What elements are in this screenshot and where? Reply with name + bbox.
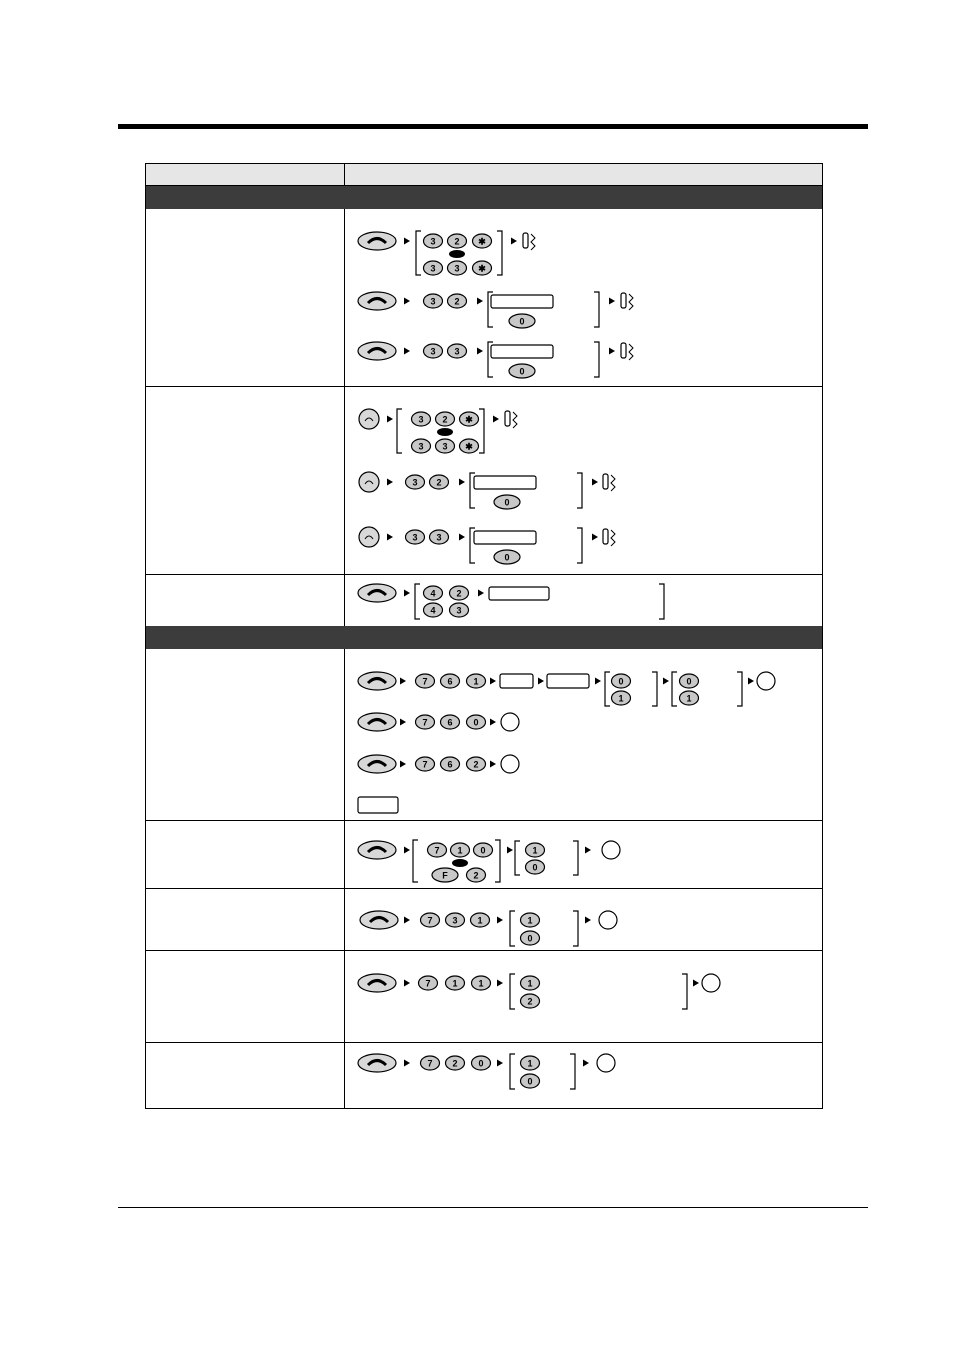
bracket-left [397, 409, 402, 453]
dial-key-label: ✱ [478, 263, 486, 274]
dial-key [467, 674, 486, 688]
bracket-left [510, 911, 515, 946]
dial-key-label: 3 [452, 915, 458, 926]
arrow-icon [404, 238, 410, 245]
arrow-icon [477, 348, 483, 355]
dial-key-label: 2 [452, 1058, 458, 1069]
arrow-icon [585, 917, 591, 924]
entry-box [358, 797, 398, 813]
dial-key [474, 843, 493, 857]
arrow-icon [595, 678, 601, 685]
arrow-icon [400, 761, 406, 768]
on-hook-icon [359, 409, 379, 429]
on-hook-icon [359, 472, 379, 492]
dial-key-label: 1 [532, 845, 538, 856]
bracket-right [497, 231, 502, 275]
arrow-icon [490, 719, 496, 726]
arrow-icon [609, 298, 615, 305]
entry-box [474, 476, 536, 489]
dial-key [509, 364, 535, 378]
arrow-icon [477, 298, 483, 305]
off-hook-icon [358, 292, 396, 310]
dial-key [421, 913, 440, 927]
on-hook-shape [359, 472, 379, 492]
dial-key-label: 2 [436, 477, 442, 488]
dial-key [526, 860, 545, 874]
dial-key [424, 586, 443, 600]
arrow-icon [404, 980, 410, 987]
bracket-right [682, 974, 687, 1009]
entry-box [489, 587, 549, 600]
dial-key-label: 1 [527, 978, 533, 989]
dial-key [460, 439, 479, 453]
dial-key [441, 715, 460, 729]
arrow-icon [404, 1060, 410, 1067]
handset-glyph [603, 474, 608, 489]
off-hook-icon [358, 584, 396, 602]
off-hook-shape [358, 292, 396, 310]
dial-key-label: 0 [527, 933, 533, 944]
dial-key [446, 976, 465, 990]
arrow-icon [404, 917, 410, 924]
confirmation-tone-icon [505, 411, 517, 428]
dial-key-label: 2 [456, 588, 462, 599]
dial-key-label: 0 [519, 366, 525, 377]
bracket-left [413, 840, 418, 882]
dial-key [424, 234, 443, 248]
entry-box [500, 674, 533, 688]
dial-key [521, 1056, 540, 1070]
blank-key-icon [702, 974, 720, 992]
dial-key [416, 715, 435, 729]
dial-key [509, 314, 535, 328]
dial-key-label: 7 [425, 978, 431, 989]
off-hook-icon [358, 342, 396, 360]
blank-key-icon [599, 911, 617, 929]
dial-key [436, 439, 455, 453]
entry-box [547, 674, 589, 688]
dial-key [473, 234, 492, 248]
arrow-icon [478, 590, 484, 597]
dial-key-label: 1 [452, 978, 458, 989]
bracket-left [415, 584, 420, 619]
tone-wave [611, 475, 615, 491]
dial-key-label: 0 [686, 676, 692, 687]
dial-key-label: 2 [454, 296, 460, 307]
dial-key-label: 3 [454, 346, 460, 357]
blank-key-icon [602, 841, 620, 859]
dial-key [612, 691, 631, 705]
arrow-icon [693, 980, 699, 987]
dial-key-label: 0 [504, 552, 510, 563]
tone-wave [629, 344, 633, 360]
arrow-icon [585, 847, 591, 854]
tone-wave [611, 530, 615, 546]
dial-key-label: 1 [478, 978, 484, 989]
dial-key-label: 7 [422, 717, 428, 728]
handset-glyph [505, 411, 510, 426]
entry-box [491, 295, 553, 308]
dial-key [451, 843, 470, 857]
off-hook-icon [358, 1054, 396, 1072]
dial-key [467, 757, 486, 771]
bracket-right [577, 528, 582, 563]
arrow-icon [490, 678, 496, 685]
dial-key [521, 994, 540, 1008]
dial-key [446, 1056, 465, 1070]
bracket-left [605, 672, 610, 706]
dial-key-label: 0 [480, 845, 486, 856]
dial-key [416, 757, 435, 771]
arrow-icon [404, 847, 410, 854]
dial-key-label: 2 [473, 759, 479, 770]
dial-key-label: 6 [447, 759, 453, 770]
arrow-icon [387, 416, 393, 423]
dial-key-label: 3 [430, 263, 436, 274]
dial-key-label: 3 [430, 236, 436, 247]
arrow-icon [507, 847, 513, 854]
bracket-right [737, 672, 742, 706]
off-hook-icon [358, 672, 396, 690]
dial-key-label: 0 [532, 862, 538, 873]
arrow-icon [538, 678, 544, 685]
bracket-right [594, 342, 599, 377]
bracket-right [594, 292, 599, 327]
or-separator [437, 428, 453, 436]
dial-key-label: 1 [686, 693, 692, 704]
dial-key-label: 3 [430, 296, 436, 307]
dial-key-label: 7 [427, 1058, 433, 1069]
dial-key [526, 843, 545, 857]
dial-key [430, 475, 449, 489]
dial-key-label: ✱ [465, 414, 473, 425]
arrow-icon [459, 534, 465, 541]
dial-key [680, 674, 699, 688]
dial-key [472, 1056, 491, 1070]
dial-key-label: F [442, 870, 448, 881]
or-separator [449, 250, 465, 258]
arrow-icon [459, 479, 465, 486]
bracket-right [495, 840, 500, 882]
dial-key [424, 294, 443, 308]
dial-key [473, 261, 492, 275]
blank-key-icon [597, 1054, 615, 1072]
confirmation-tone-icon [523, 233, 535, 250]
bracket-right [652, 672, 657, 706]
dial-key [450, 603, 469, 617]
handset-glyph [621, 293, 626, 308]
dial-key-label: 3 [442, 441, 448, 452]
on-hook-shape [359, 527, 379, 547]
off-hook-icon [358, 841, 396, 859]
arrow-icon [663, 678, 669, 685]
arrow-icon [748, 678, 754, 685]
off-hook-shape [358, 974, 396, 992]
bracket-right [573, 911, 578, 946]
dial-key-label: 2 [454, 236, 460, 247]
dial-key [521, 976, 540, 990]
dial-key [521, 931, 540, 945]
off-hook-shape [358, 1054, 396, 1072]
bracket-left [416, 231, 421, 275]
blank-key-icon [757, 672, 775, 690]
arrow-icon [592, 534, 598, 541]
arrow-icon [404, 348, 410, 355]
dial-key [441, 757, 460, 771]
arrow-icon [511, 238, 517, 245]
dial-key [448, 234, 467, 248]
or-separator [452, 859, 468, 867]
dial-key [412, 412, 431, 426]
arrow-icon [493, 416, 499, 423]
dial-key [432, 868, 458, 882]
dial-key [428, 843, 447, 857]
dial-key [494, 495, 520, 509]
dial-key [521, 1074, 540, 1088]
dial-key-label: 1 [473, 676, 479, 687]
bracket-right [573, 841, 578, 875]
dial-key [448, 294, 467, 308]
dial-key [424, 261, 443, 275]
bottom-rule [118, 1207, 868, 1208]
tone-wave [629, 294, 633, 310]
dial-key [419, 976, 438, 990]
arrow-icon [592, 479, 598, 486]
arrow-icon [404, 298, 410, 305]
dial-key-label: 0 [618, 676, 624, 687]
dial-key [406, 475, 425, 489]
bracket-right [659, 584, 664, 619]
off-hook-shape [358, 584, 396, 602]
dial-key-label: 1 [527, 915, 533, 926]
entry-box [474, 531, 536, 544]
dial-key-label: ✱ [478, 236, 486, 247]
dial-key [446, 913, 465, 927]
arrow-icon [400, 678, 406, 685]
bracket-left [672, 672, 677, 706]
dial-key [460, 412, 479, 426]
off-hook-icon [360, 911, 398, 929]
dial-key-label: 1 [457, 845, 463, 856]
dial-key [436, 412, 455, 426]
dial-key-label: 7 [427, 915, 433, 926]
off-hook-shape [358, 713, 396, 731]
dial-key [467, 715, 486, 729]
on-hook-shape [359, 409, 379, 429]
dial-key [472, 976, 491, 990]
confirmation-tone-icon [603, 529, 615, 546]
arrow-icon [497, 980, 503, 987]
arrow-icon [387, 534, 393, 541]
bracket-right [577, 473, 582, 508]
dial-key-label: 3 [412, 477, 418, 488]
dial-key-label: 4 [430, 605, 436, 616]
tone-wave [531, 234, 535, 250]
dial-key-label: 2 [473, 870, 479, 881]
dial-key-label: 2 [442, 414, 448, 425]
dial-key [467, 868, 486, 882]
dial-key-label: ✱ [465, 441, 473, 452]
arrow-icon [387, 479, 393, 486]
off-hook-icon [358, 713, 396, 731]
dial-key-label: 7 [434, 845, 440, 856]
off-hook-shape [358, 841, 396, 859]
dial-key [521, 913, 540, 927]
dial-key [471, 913, 490, 927]
handset-glyph [523, 233, 528, 248]
dial-key-label: 3 [418, 441, 424, 452]
confirmation-tone-icon [603, 474, 615, 491]
confirmation-tone-icon [621, 293, 633, 310]
arrow-icon [490, 761, 496, 768]
off-hook-icon [358, 755, 396, 773]
blank-key-icon [501, 713, 519, 731]
arrow-icon [497, 1060, 503, 1067]
dial-key-label: 3 [436, 532, 442, 543]
blank-key-icon [501, 755, 519, 773]
dial-key [416, 674, 435, 688]
dial-key-label: 0 [519, 316, 525, 327]
arrow-icon [404, 590, 410, 597]
dial-key [448, 344, 467, 358]
dial-key [494, 550, 520, 564]
off-hook-shape [358, 672, 396, 690]
dial-key-label: 3 [412, 532, 418, 543]
dial-key-label: 1 [527, 1058, 533, 1069]
handset-glyph [603, 529, 608, 544]
dial-key-label: 6 [447, 676, 453, 687]
off-hook-shape [360, 911, 398, 929]
on-hook-icon [359, 527, 379, 547]
dial-key-label: 3 [430, 346, 436, 357]
dial-key [424, 603, 443, 617]
bracket-right [479, 409, 484, 453]
dial-key [430, 530, 449, 544]
dial-key [412, 439, 431, 453]
off-hook-shape [358, 232, 396, 250]
dial-key [680, 691, 699, 705]
dial-key-label: 7 [422, 759, 428, 770]
dial-key-label: 2 [527, 996, 533, 1007]
bracket-right [570, 1054, 575, 1089]
dial-key [406, 530, 425, 544]
dial-key-label: 0 [527, 1076, 533, 1087]
arrow-icon [609, 348, 615, 355]
dial-key-label: 7 [422, 676, 428, 687]
tone-wave [513, 412, 517, 428]
dial-key [424, 344, 443, 358]
off-hook-icon [358, 232, 396, 250]
dial-key-label: 0 [478, 1058, 484, 1069]
dial-key [612, 674, 631, 688]
entry-box [491, 345, 553, 358]
bracket-left [515, 841, 520, 875]
dial-key [448, 261, 467, 275]
off-hook-shape [358, 342, 396, 360]
dial-key-label: 3 [456, 605, 462, 616]
dial-key-label: 1 [618, 693, 624, 704]
dial-key-label: 4 [430, 588, 436, 599]
dial-key [421, 1056, 440, 1070]
dial-key [441, 674, 460, 688]
dial-key-label: 1 [477, 915, 483, 926]
bracket-left [510, 1054, 515, 1089]
dial-key-label: 0 [504, 497, 510, 508]
dial-key [450, 586, 469, 600]
dial-key-label: 3 [454, 263, 460, 274]
dial-key-label: 6 [447, 717, 453, 728]
off-hook-shape [358, 755, 396, 773]
bracket-left [510, 974, 515, 1009]
arrow-icon [497, 917, 503, 924]
off-hook-icon [358, 974, 396, 992]
dial-key-label: 0 [473, 717, 479, 728]
arrow-icon [583, 1060, 589, 1067]
handset-glyph [621, 343, 626, 358]
confirmation-tone-icon [621, 343, 633, 360]
arrow-icon [400, 719, 406, 726]
dial-key-label: 3 [418, 414, 424, 425]
